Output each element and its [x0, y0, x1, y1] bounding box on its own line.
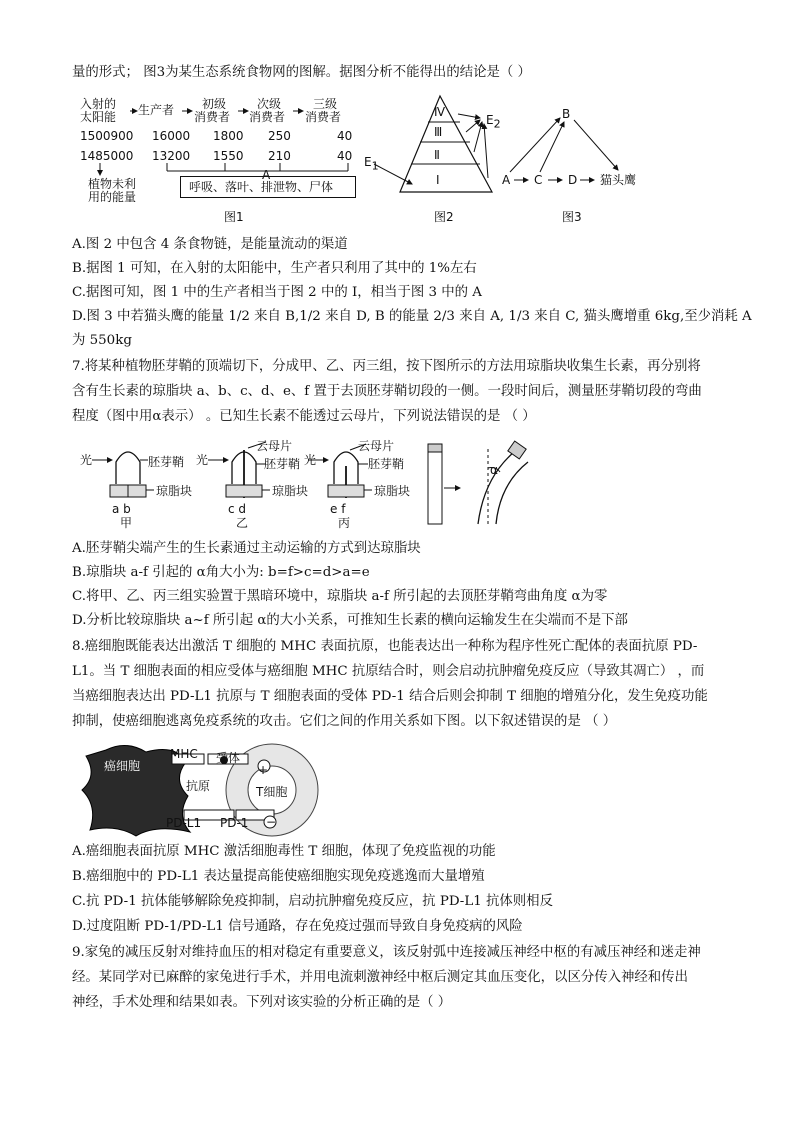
fig1-r1-c4: 250: [268, 129, 291, 143]
q8-tcell: T细胞: [256, 785, 288, 799]
q8-option-a: A.癌细胞表面抗原 MHC 激活细胞毒性 T 细胞，体现了免疫监视的功能: [72, 844, 496, 859]
q7-light-3: 光: [304, 453, 317, 467]
fig1-a-label: A: [262, 168, 271, 182]
fig3-node-owl: 猫头鹰: [600, 173, 637, 187]
fig1-col-tertiary-1: 三级: [313, 97, 338, 111]
fig1-r2-c3: 1550: [213, 149, 244, 163]
q8-option-c: C.抗 PD-1 抗体能够解除免疫抑制，启动抗肿瘤免疫反应，抗 PD-L1 抗体则相反: [72, 894, 553, 909]
q7-mica-2: 云母片: [358, 439, 395, 453]
fig1-col-producer: 生产者: [138, 103, 175, 117]
q7-coleoptile-diagram: [76, 438, 546, 528]
q7-light-2: 光: [196, 453, 209, 467]
fig1-r1-c3: 1800: [213, 129, 244, 143]
q7-ab: a b: [112, 502, 131, 516]
fig3-foodweb: [500, 108, 680, 193]
fig2-e2-sub: 2: [493, 117, 501, 131]
fig2-e1: [364, 156, 379, 172]
q8-receptor: 受体: [216, 751, 241, 765]
q7-stem-1: 7.将某种植物胚芽鞘的顶端切下，分成甲、乙、丙三组，按下图所示的方法用琼脂块收集生长素，再分别将: [72, 359, 701, 374]
q8-stem-4: 抑制，使癌细胞逃离免疫系统的攻击。它们之间的作用关系如下图。以下叙述错误的是 （ ）: [72, 714, 617, 729]
fig1-col-primary-2: 消费者: [194, 110, 231, 124]
q7-yi: 乙: [236, 516, 249, 530]
fig1-col-primary-1: 初级: [202, 97, 227, 111]
fig3-node-b: B: [562, 107, 571, 121]
fig1-col-sun-2: 太阳能: [80, 110, 117, 124]
fig1-col-tertiary-2: 消费者: [305, 110, 342, 124]
q7-alpha: α: [490, 463, 498, 477]
fig2-level-4: Ⅳ: [434, 105, 446, 119]
q8-stem-3: 当癌细胞表达出 PD-L1 抗原与 T 细胞表面的受体 PD-1 结合后则会抑制 T 细胞的增殖分化，发生免疫功能: [72, 689, 708, 704]
q9-stem-2: 经。某同学对已麻醉的家兔进行手术，并用电流刺激神经中枢后测定其血压变化，以区分传入神经和传出: [72, 970, 688, 985]
q7-agar-1: 琼脂块: [156, 484, 193, 498]
fig3-node-d: D: [568, 173, 578, 187]
q8-mhc: MHC: [170, 747, 198, 761]
q7-coleoptile-2: 胚芽鞘: [264, 457, 301, 471]
q6-option-d: D.图 3 中若猫头鹰的能量 1/2 来自 B,1/2 来自 D, B 的能量 2/3 来自 A, 1/3 来自 C, 猫头鹰增重 6kg,至少消耗 A: [72, 309, 752, 324]
q6-option-a: A.图 2 中包含 4 条食物链，是能量流动的渠道: [72, 237, 348, 252]
q7-option-c: C.将甲、乙、丙三组实验置于黑暗环境中，琼脂块 a-f 所引起的去顶胚芽鞘弯曲角度 α为零: [72, 589, 608, 604]
q7-cd: c d: [228, 502, 247, 516]
fig1-loss-text: 呼吸、落叶、排泄物、尸体: [189, 180, 334, 194]
fig2-e2-letter: E: [486, 113, 494, 127]
fig1-r2-c2: 13200: [152, 149, 191, 163]
fig1-col-secondary-1: 次级: [257, 97, 282, 111]
fig3-caption: 图3: [562, 210, 582, 224]
fig2-level-2: Ⅱ: [434, 148, 440, 162]
fig1-arrows: [70, 95, 370, 205]
q7-option-a: A.胚芽鞘尖端产生的生长素通过主动运输的方式到达琼脂块: [72, 541, 421, 556]
q6-option-d-cont: 为 550kg: [72, 333, 132, 348]
q7-agar-3: 琼脂块: [374, 484, 411, 498]
fig1-r1-c1: 1500900: [80, 129, 134, 143]
q7-stem-3: 程度（图中用α表示） 。已知生长素不能透过云母片，下列说法错误的是 （ ）: [72, 409, 536, 424]
q8-option-b: B.癌细胞中的 PD-L1 表达量提高能使癌细胞实现免疫逃逸而大量增殖: [72, 869, 485, 884]
fig2-level-3: Ⅲ: [434, 125, 443, 139]
q8-stem-2: L1。当 T 细胞表面的相应受体与癌细胞 MHC 抗原结合时，则会启动抗肿瘤免疫反应（导致其凋亡） ，而: [72, 664, 705, 679]
fig1-unused-2: 用的能量: [88, 190, 137, 204]
q6-option-c: C.据图可知，图 1 中的生产者相当于图 2 中的 I，相当于图 3 中的 A: [72, 285, 482, 300]
q8-cancer-label: 癌细胞: [104, 759, 141, 773]
q7-jia: 甲: [120, 516, 133, 530]
q7-coleoptile-1: 胚芽鞘: [148, 455, 185, 469]
q7-coleoptile-3: 胚芽鞘: [368, 457, 405, 471]
fig1-r2-c5: 40: [337, 149, 353, 163]
fig1-unused-1: 植物未利: [88, 177, 137, 191]
q9-stem-1: 9.家兔的减压反射对维持血压的相对稳定有重要意义，该反射弧中连接减压神经中枢的有减压神经和迷走神: [72, 945, 701, 960]
q7-ef: e f: [330, 502, 346, 516]
fig2-caption: 图2: [434, 210, 454, 224]
fig2-e2: [486, 114, 501, 130]
q8-pdl1: PD-L1: [166, 816, 202, 830]
q7-bing: 丙: [338, 516, 351, 530]
fig1-r1-c5: 40: [337, 129, 353, 143]
q7-mica-1: 云母片: [256, 439, 293, 453]
q7-agar-2: 琼脂块: [272, 484, 309, 498]
q8-stem-1: 8.癌细胞既能表达出激活 T 细胞的 MHC 表面抗原，也能表达出一种称为程序性死亡配体的表面抗原 PD-: [72, 639, 698, 654]
q7-stem-2: 含有生长素的琼脂块 a、b、c、d、e、f 置于去顶胚芽鞘切段的一侧。一段时间后，测量胚芽鞘切段的弯曲: [72, 384, 702, 399]
q7-option-d: D.分析比较琼脂块 a~f 所引起 α的大小关系，可推知生长素的横向运输发生在尖端而不是下部: [72, 613, 628, 628]
fig1-col-sun-1: 入射的: [80, 97, 117, 111]
fig2-e1-sub: 1: [371, 159, 379, 173]
q8-pd1: PD-1: [220, 816, 249, 830]
q7-light-1: 光: [80, 453, 93, 467]
q9-stem-3: 神经，手术处理和结果如表。下列对该实验的分析正确的是（ ）: [72, 995, 452, 1010]
q8-plus: +: [258, 763, 269, 777]
fig1-col-secondary-2: 消费者: [249, 110, 286, 124]
q6-option-b: B.据图 1 可知，在入射的太阳能中，生产者只利用了其中的 1%左右: [72, 261, 477, 276]
fig1-r2-c1: 1485000: [80, 149, 134, 163]
fig1-r2-c4: 210: [268, 149, 291, 163]
q6-stem: 量的形式； 图3为某生态系统食物网的图解。据图分析不能得出的结论是（ ）: [72, 65, 531, 80]
fig3-node-a: A: [502, 173, 511, 187]
fig2-e1-letter: E: [364, 155, 372, 169]
q8-minus: −: [266, 815, 277, 829]
q8-option-d: D.过度阻断 PD-1/PD-L1 信号通路，存在免疫过强而导致自身免疫病的风险: [72, 919, 523, 934]
q8-antigen: 抗原: [186, 779, 211, 793]
fig3-node-c: C: [534, 173, 543, 187]
fig1-r1-c2: 16000: [152, 129, 191, 143]
q7-option-b: B.琼脂块 a-f 引起的 α角大小为: b=f>c=d>a=e: [72, 565, 370, 580]
fig2-level-1: Ⅰ: [436, 173, 440, 187]
fig1-caption: 图1: [224, 210, 244, 224]
